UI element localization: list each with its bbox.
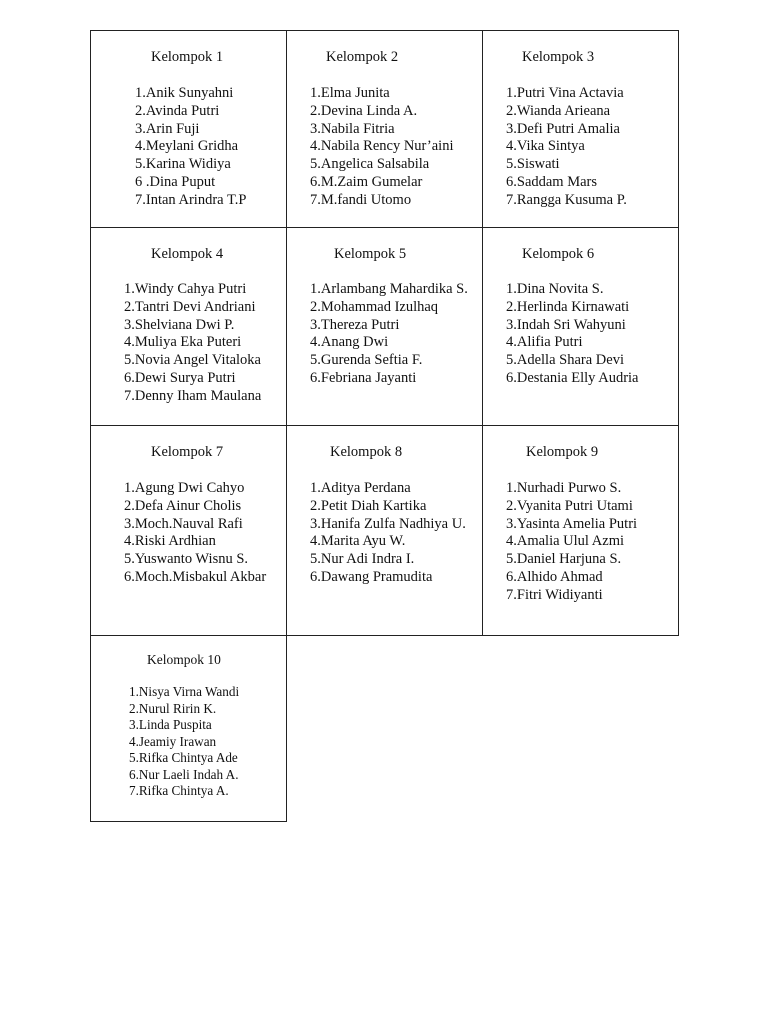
member-name: 7.Intan Arindra T.P — [135, 191, 247, 208]
member-name: 3.Indah Sri Wahyuni — [506, 316, 626, 333]
member-name: 6.Febriana Jayanti — [310, 369, 417, 386]
member-name: 5.Yuswanto Wisnu S. — [124, 551, 249, 568]
member-name: 2.Nurul Ririn K. — [129, 700, 217, 716]
member-name: 5.Nur Adi Indra I. — [310, 551, 415, 568]
member-name: 3.Hanifa Zulfa Nadhiya U. — [310, 515, 466, 532]
member-name: 1.Putri Vina Actavia — [506, 85, 624, 101]
group-title: Kelompok 2 — [326, 49, 399, 65]
group-title: Kelompok 5 — [334, 246, 407, 262]
member-name: 3.Defi Putri Amalia — [506, 120, 620, 137]
member-list — [129, 684, 239, 800]
member-list — [310, 281, 468, 388]
member-name: 3.Arin Fuji — [135, 120, 200, 137]
member-name: 1.Elma Junita — [310, 85, 390, 101]
member-name: 2.Wianda Arieana — [506, 102, 611, 119]
member-name: 5.Siswati — [506, 156, 560, 173]
member-name: 5.Rifka Chintya Ade — [129, 750, 238, 765]
group-title: Kelompok 7 — [151, 444, 224, 460]
member-name: 4.Nabila Rency Nur’aini — [310, 138, 454, 155]
member-name: 2.Vyanita Putri Utami — [506, 497, 633, 514]
member-list — [506, 480, 637, 605]
member-name: 1.Nisya Virna Wandi — [129, 684, 240, 699]
group-title: Kelompok 10 — [147, 652, 221, 667]
member-name: 6.Dewi Surya Putri — [124, 369, 236, 386]
member-name: 2.Herlinda Kirnawati — [506, 298, 630, 315]
member-list — [310, 480, 466, 587]
member-list — [124, 480, 266, 587]
member-name: 6.Dawang Pramudita — [310, 568, 433, 585]
member-name: 1.Windy Cahya Putri — [124, 281, 247, 297]
member-name: 6 .Dina Puput — [135, 173, 216, 190]
member-name: 3.Yasinta Amelia Putri — [506, 515, 638, 532]
member-name: 5.Novia Angel Vitaloka — [124, 352, 261, 369]
member-name: 2.Petit Diah Kartika — [310, 497, 427, 514]
member-name: 2.Avinda Putri — [135, 102, 220, 119]
member-name: 5.Gurenda Seftia F. — [310, 352, 423, 369]
member-name: 1.Agung Dwi Cahyo — [124, 480, 245, 496]
member-name: 3.Linda Puspita — [129, 717, 212, 732]
member-name: 4.Jeamiy Irawan — [129, 733, 217, 749]
member-name: 4.Muliya Eka Puteri — [124, 334, 242, 351]
member-name: 4.Amalia Ulul Azmi — [506, 533, 624, 550]
member-name: 1.Nurhadi Purwo S. — [506, 480, 622, 496]
group-title: Kelompok 8 — [330, 444, 403, 460]
member-list — [124, 281, 261, 406]
member-name: 1.Aditya Perdana — [310, 480, 411, 496]
group-title: Kelompok 9 — [526, 444, 599, 460]
member-name: 3.Nabila Fitria — [310, 120, 395, 137]
member-name: 6.Moch.Misbakul Akbar — [124, 568, 267, 585]
member-name: 3.Shelviana Dwi P. — [124, 316, 235, 333]
member-list — [506, 85, 627, 210]
member-name: 6.Saddam Mars — [506, 173, 598, 190]
group-title: Kelompok 1 — [151, 49, 224, 65]
member-name: 6.Destania Elly Audria — [506, 369, 639, 386]
member-name: 5.Karina Widiya — [135, 156, 231, 173]
member-name: 1.Arlambang Mahardika S. — [310, 281, 468, 297]
member-name: 1.Anik Sunyahni — [135, 85, 234, 101]
group-title: Kelompok 6 — [522, 246, 595, 262]
member-name: 6.Alhido Ahmad — [506, 568, 603, 585]
member-name: 4.Anang Dwi — [310, 334, 389, 351]
member-list — [310, 85, 453, 210]
member-name: 4.Alifia Putri — [506, 334, 583, 351]
member-name: 4.Meylani Gridha — [135, 138, 239, 155]
member-name: 4.Riski Ardhian — [124, 533, 216, 550]
member-name: 7.M.fandi Utomo — [310, 191, 412, 208]
member-name: 6.M.Zaim Gumelar — [310, 173, 423, 190]
member-name: 7.Fitri Widiyanti — [506, 586, 603, 603]
member-list — [506, 281, 638, 388]
member-name: 7.Rangga Kusuma P. — [506, 191, 627, 208]
member-name: 2.Devina Linda A. — [310, 102, 418, 119]
member-name: 1.Dina Novita S. — [506, 281, 604, 297]
member-name: 5.Daniel Harjuna S. — [506, 551, 622, 568]
member-name: 5.Adella Shara Devi — [506, 352, 624, 369]
member-name: 2.Mohammad Izulhaq — [310, 298, 439, 315]
member-name: 2.Defa Ainur Cholis — [124, 497, 242, 514]
member-list — [135, 85, 246, 210]
group-title: Kelompok 3 — [522, 49, 595, 65]
member-name: 2.Tantri Devi Andriani — [124, 298, 256, 315]
member-name: 3.Moch.Nauval Rafi — [124, 515, 243, 532]
member-name: 4.Marita Ayu W. — [310, 533, 406, 550]
member-name: 5.Angelica Salsabila — [310, 156, 430, 173]
group-title: Kelompok 4 — [151, 246, 224, 262]
member-name: 3.Thereza Putri — [310, 316, 400, 333]
member-name: 7.Rifka Chintya A. — [129, 783, 229, 798]
member-name: 4.Vika Sintya — [506, 138, 585, 155]
member-name: 7.Denny Iham Maulana — [124, 387, 262, 404]
member-name: 6.Nur Laeli Indah A. — [129, 766, 239, 782]
